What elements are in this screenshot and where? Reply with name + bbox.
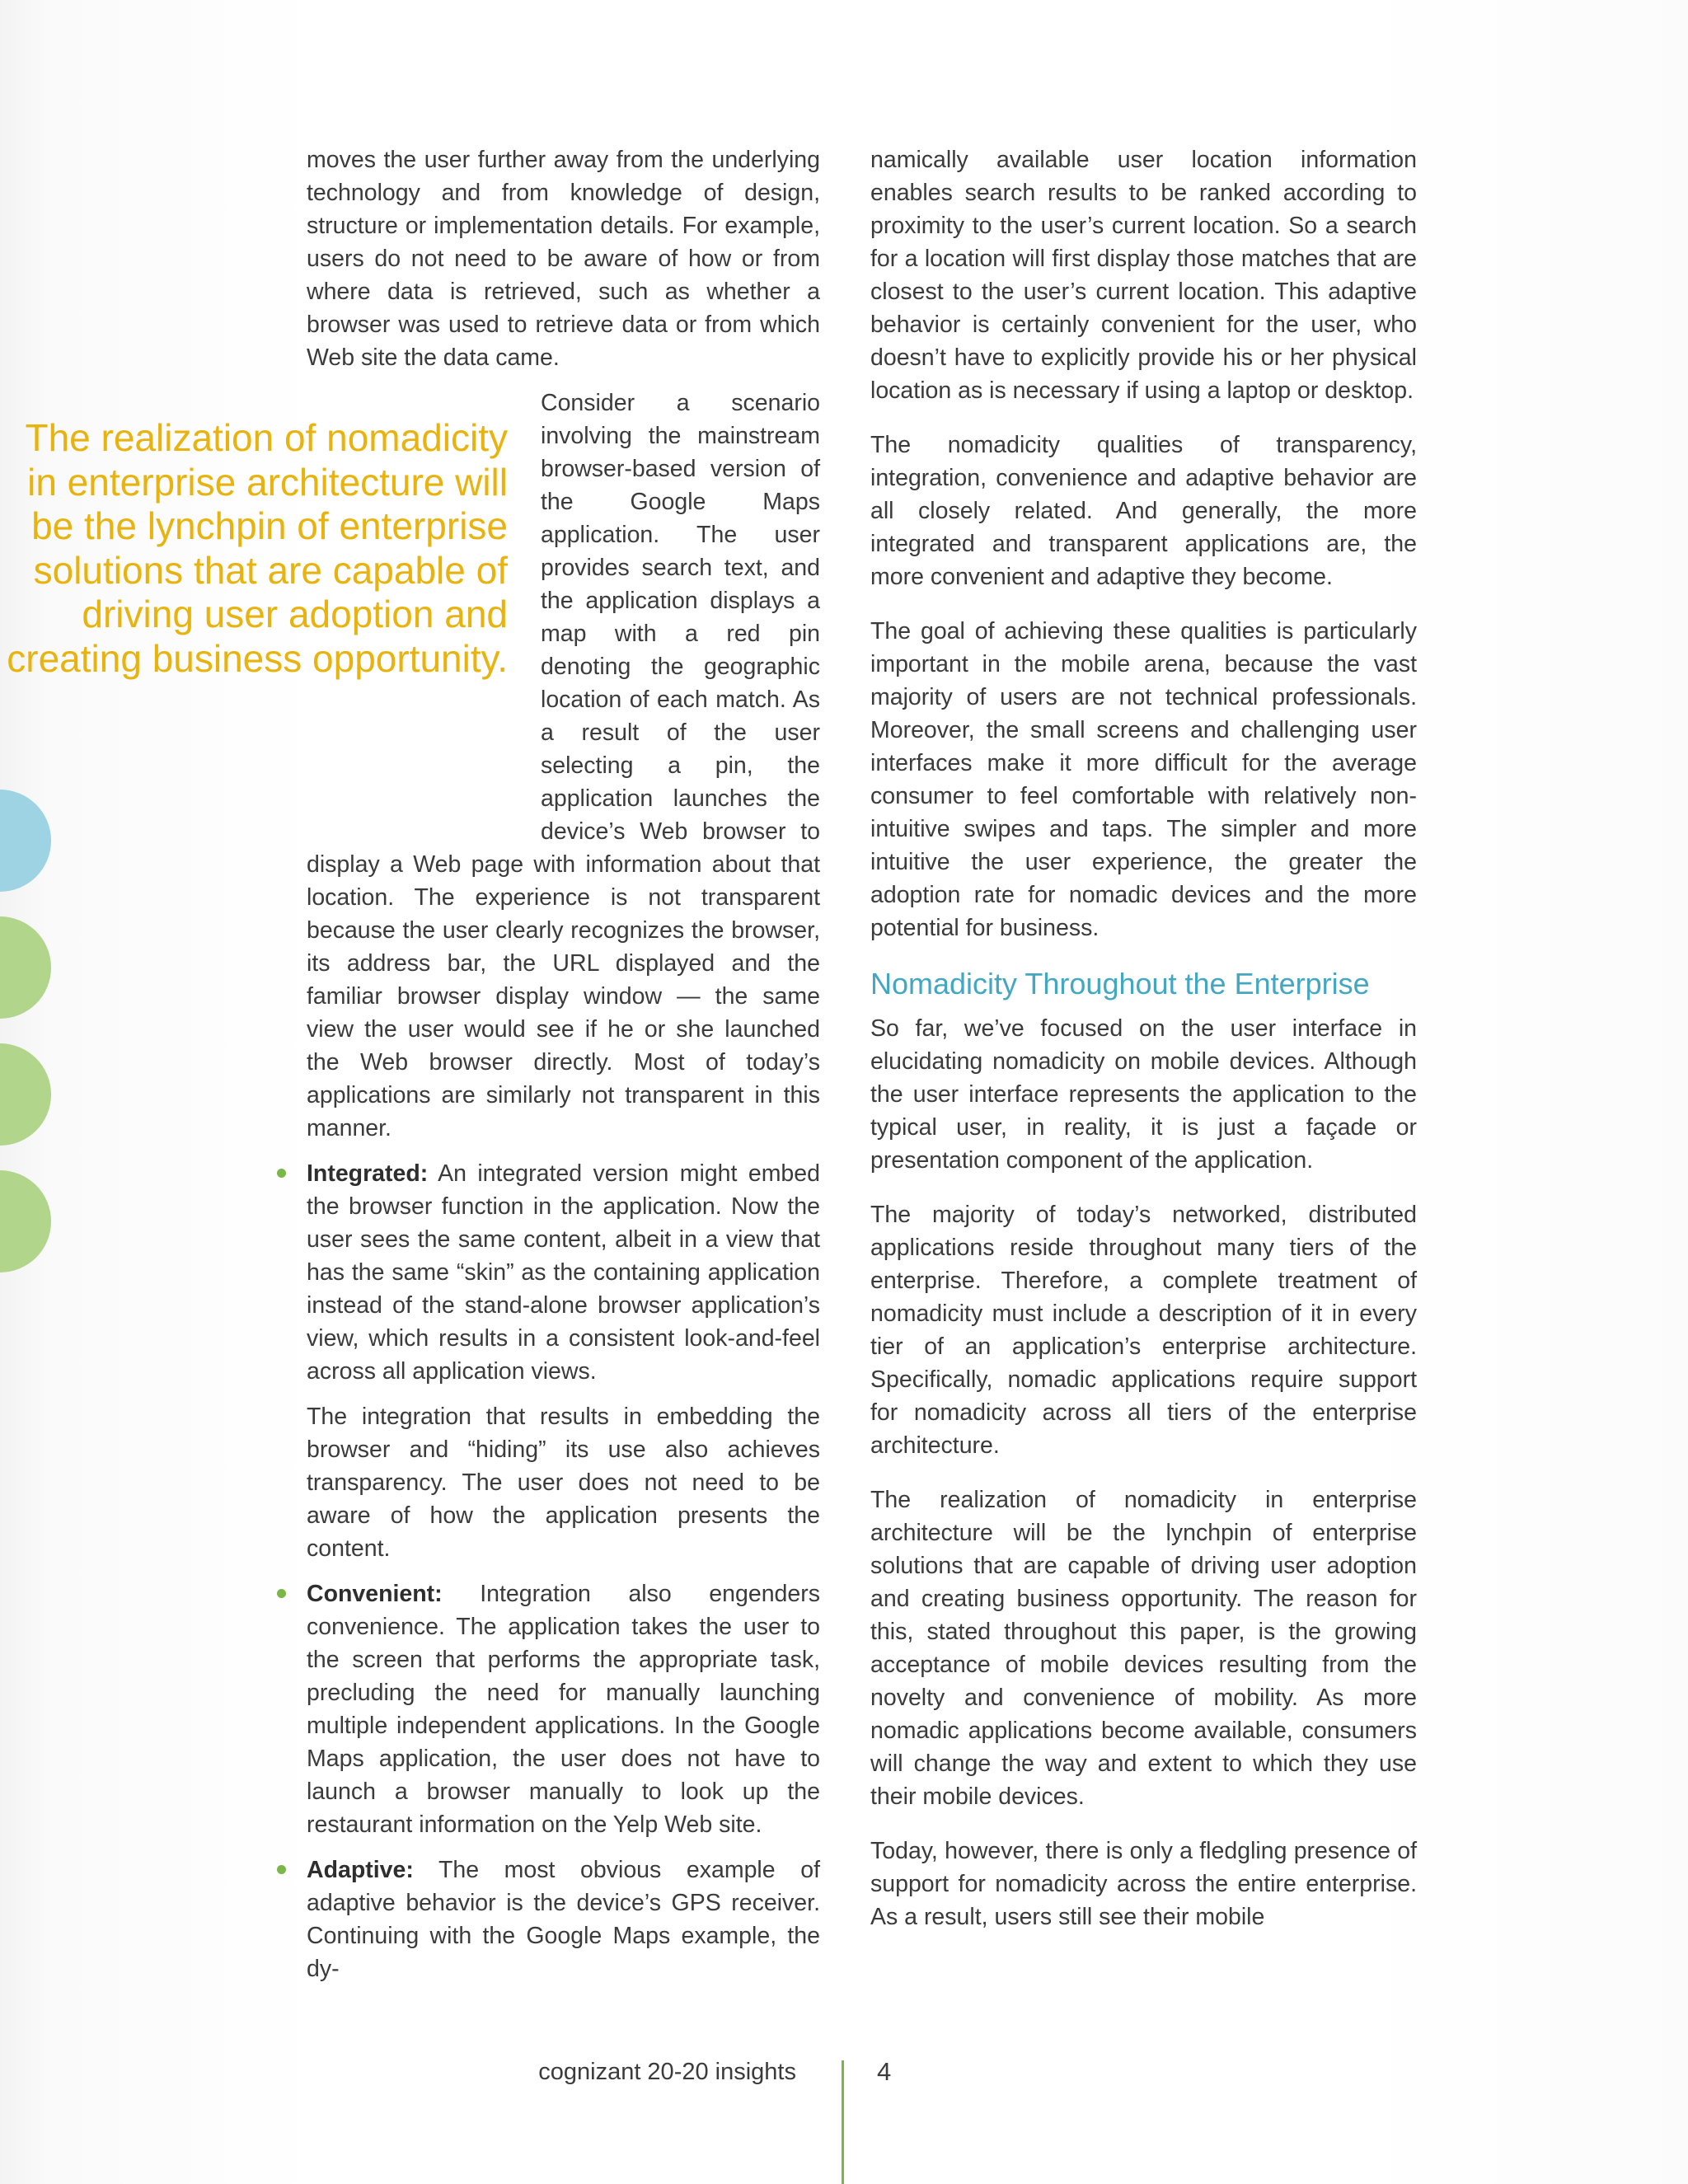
right-column	[870, 143, 1417, 1946]
bullet-item-adaptive	[307, 1854, 820, 1985]
paragraph: Consider a scenario involving the mainstream browser-based version of the Google Maps application. The user provides search text, and the application displays a map with a red pin denoting the geographic location of each match. As a result of the user selecting a pin, the application launches the device’s Web browser to display a Web page with information about that location. The experience is not transparent because the user clearly recognizes the browser, its address bar, the URL displayed and the familiar browser display window — the same view the user would see if he or she launched the Web browser directly. Most of today’s applications are similarly not transparent in this manner.	[307, 390, 820, 1141]
footer-publication: cognizant 20-20 insights	[538, 2059, 796, 2085]
paragraph: The goal of achieving these qualities is particularly important in the mobile arena, because the vast majority of users are not technical professionals. Moreover, the small screens and challenging user interfaces make it more difficult for the average consumer to feel comfortable with relatively non-intuitive swipes and taps. The simpler and more intuitive the user experience, the greater the adoption rate for nomadic devices and the more potential for business.	[870, 618, 1417, 941]
bullet-text: Integration also engenders convenience. The application takes the user to the screen that performs the appropriate task, precluding the need for manually launching multiple independent applications. In the Google Maps application, the user does not have to launch a browser manually to look up the restaurant information on the Yelp Web site.	[307, 1581, 820, 1838]
bullet-item-integrated	[307, 1157, 820, 1388]
bullet-text: The most obvious example of adaptive behavior is the device’s GPS receiver. Continuing with the Google Maps example, the dy-	[307, 1857, 820, 1982]
bullet-dot-icon	[277, 1589, 286, 1598]
paragraph: The integration that results in embedding the browser and “hiding” its use also achieves transparency. The user does not need to be aware of how the application presents the content.	[307, 1404, 820, 1562]
bullet-dot-icon	[277, 1169, 286, 1178]
page-number: 4	[877, 2057, 892, 2086]
bullet-item-convenient	[307, 1577, 820, 1841]
bullet-dot-icon	[277, 1865, 286, 1874]
footer-divider	[842, 2060, 844, 2184]
bullet-label: Convenient:	[307, 1581, 443, 1607]
paragraph: moves the user further away from the underlying technology and from knowledge of design, structure or implementation details. For example, users do not need to be aware of how or from where data is retrieved, such as whether a browser was used to retrieve data or from which Web site the data came.	[307, 147, 820, 371]
paragraph-with-pullquote	[7, 387, 820, 1145]
paragraph: The realization of nomadicity in enterprise architecture will be the lynchpin of enterprise solutions that are capable of driving user adoption and creating business opportunity. The reason for this, stated throughout this paper, is the growing acceptance of mobile devices resulting from the novelty and convenience of mobility. As more nomadic applications become available, consumers will change the way and extent to which they use their mobile devices.	[870, 1487, 1417, 1810]
paragraph-continued: namically available user location information enables search results to be ranked according to proximity to the user’s current location. So a search for a location will first display those matches that are closest to the user’s current location. This adaptive behavior is certainly convenient for the user, who doesn’t have to explicitly provide his or her physical location as is necessary if using a laptop or desktop.	[870, 147, 1417, 404]
pull-quote: The realization of nomadicity in enterprise architecture will be the lynchpin of enterprise solutions that are capable of driving user adoption and creating business opportunity.	[7, 416, 508, 680]
paragraph: Today, however, there is only a fledgling presence of support for nomadicity across the entire enterprise. As a result, users still see their mobile	[870, 1838, 1417, 1930]
bullet-label: Adaptive:	[307, 1857, 414, 1883]
section-heading: Nomadicity Throughout the Enterprise	[870, 967, 1370, 1001]
left-column	[7, 143, 820, 1998]
paragraph: The nomadicity qualities of transparency, integration, convenience and adaptive behavior are all closely related. And generally, the more integrated and transparent applications are, the more convenient and adaptive they become.	[870, 432, 1417, 590]
bullet-text: An integrated version might embed the browser function in the application. Now the user sees the same content, albeit in a view that has the same “skin” as the containing application instead of the stand-alone browser application’s view, which results in a consistent look-and-feel across all application views.	[307, 1160, 820, 1385]
paragraph: The majority of today’s networked, distributed applications reside throughout many tiers of the enterprise. Therefore, a complete treatment of nomadicity must include a description of it in every tier of an application’s enterprise architecture. Specifically, nomadic applications require support for nomadicity across all tiers of the enterprise architecture.	[870, 1202, 1417, 1459]
paragraph: So far, we’ve focused on the user interface in elucidating nomadicity on mobile devices. Although the user interface represents the application to the typical user, in reality, it is just a façade or presentation component of the application.	[870, 1015, 1417, 1174]
bullet-label: Integrated:	[307, 1160, 429, 1187]
